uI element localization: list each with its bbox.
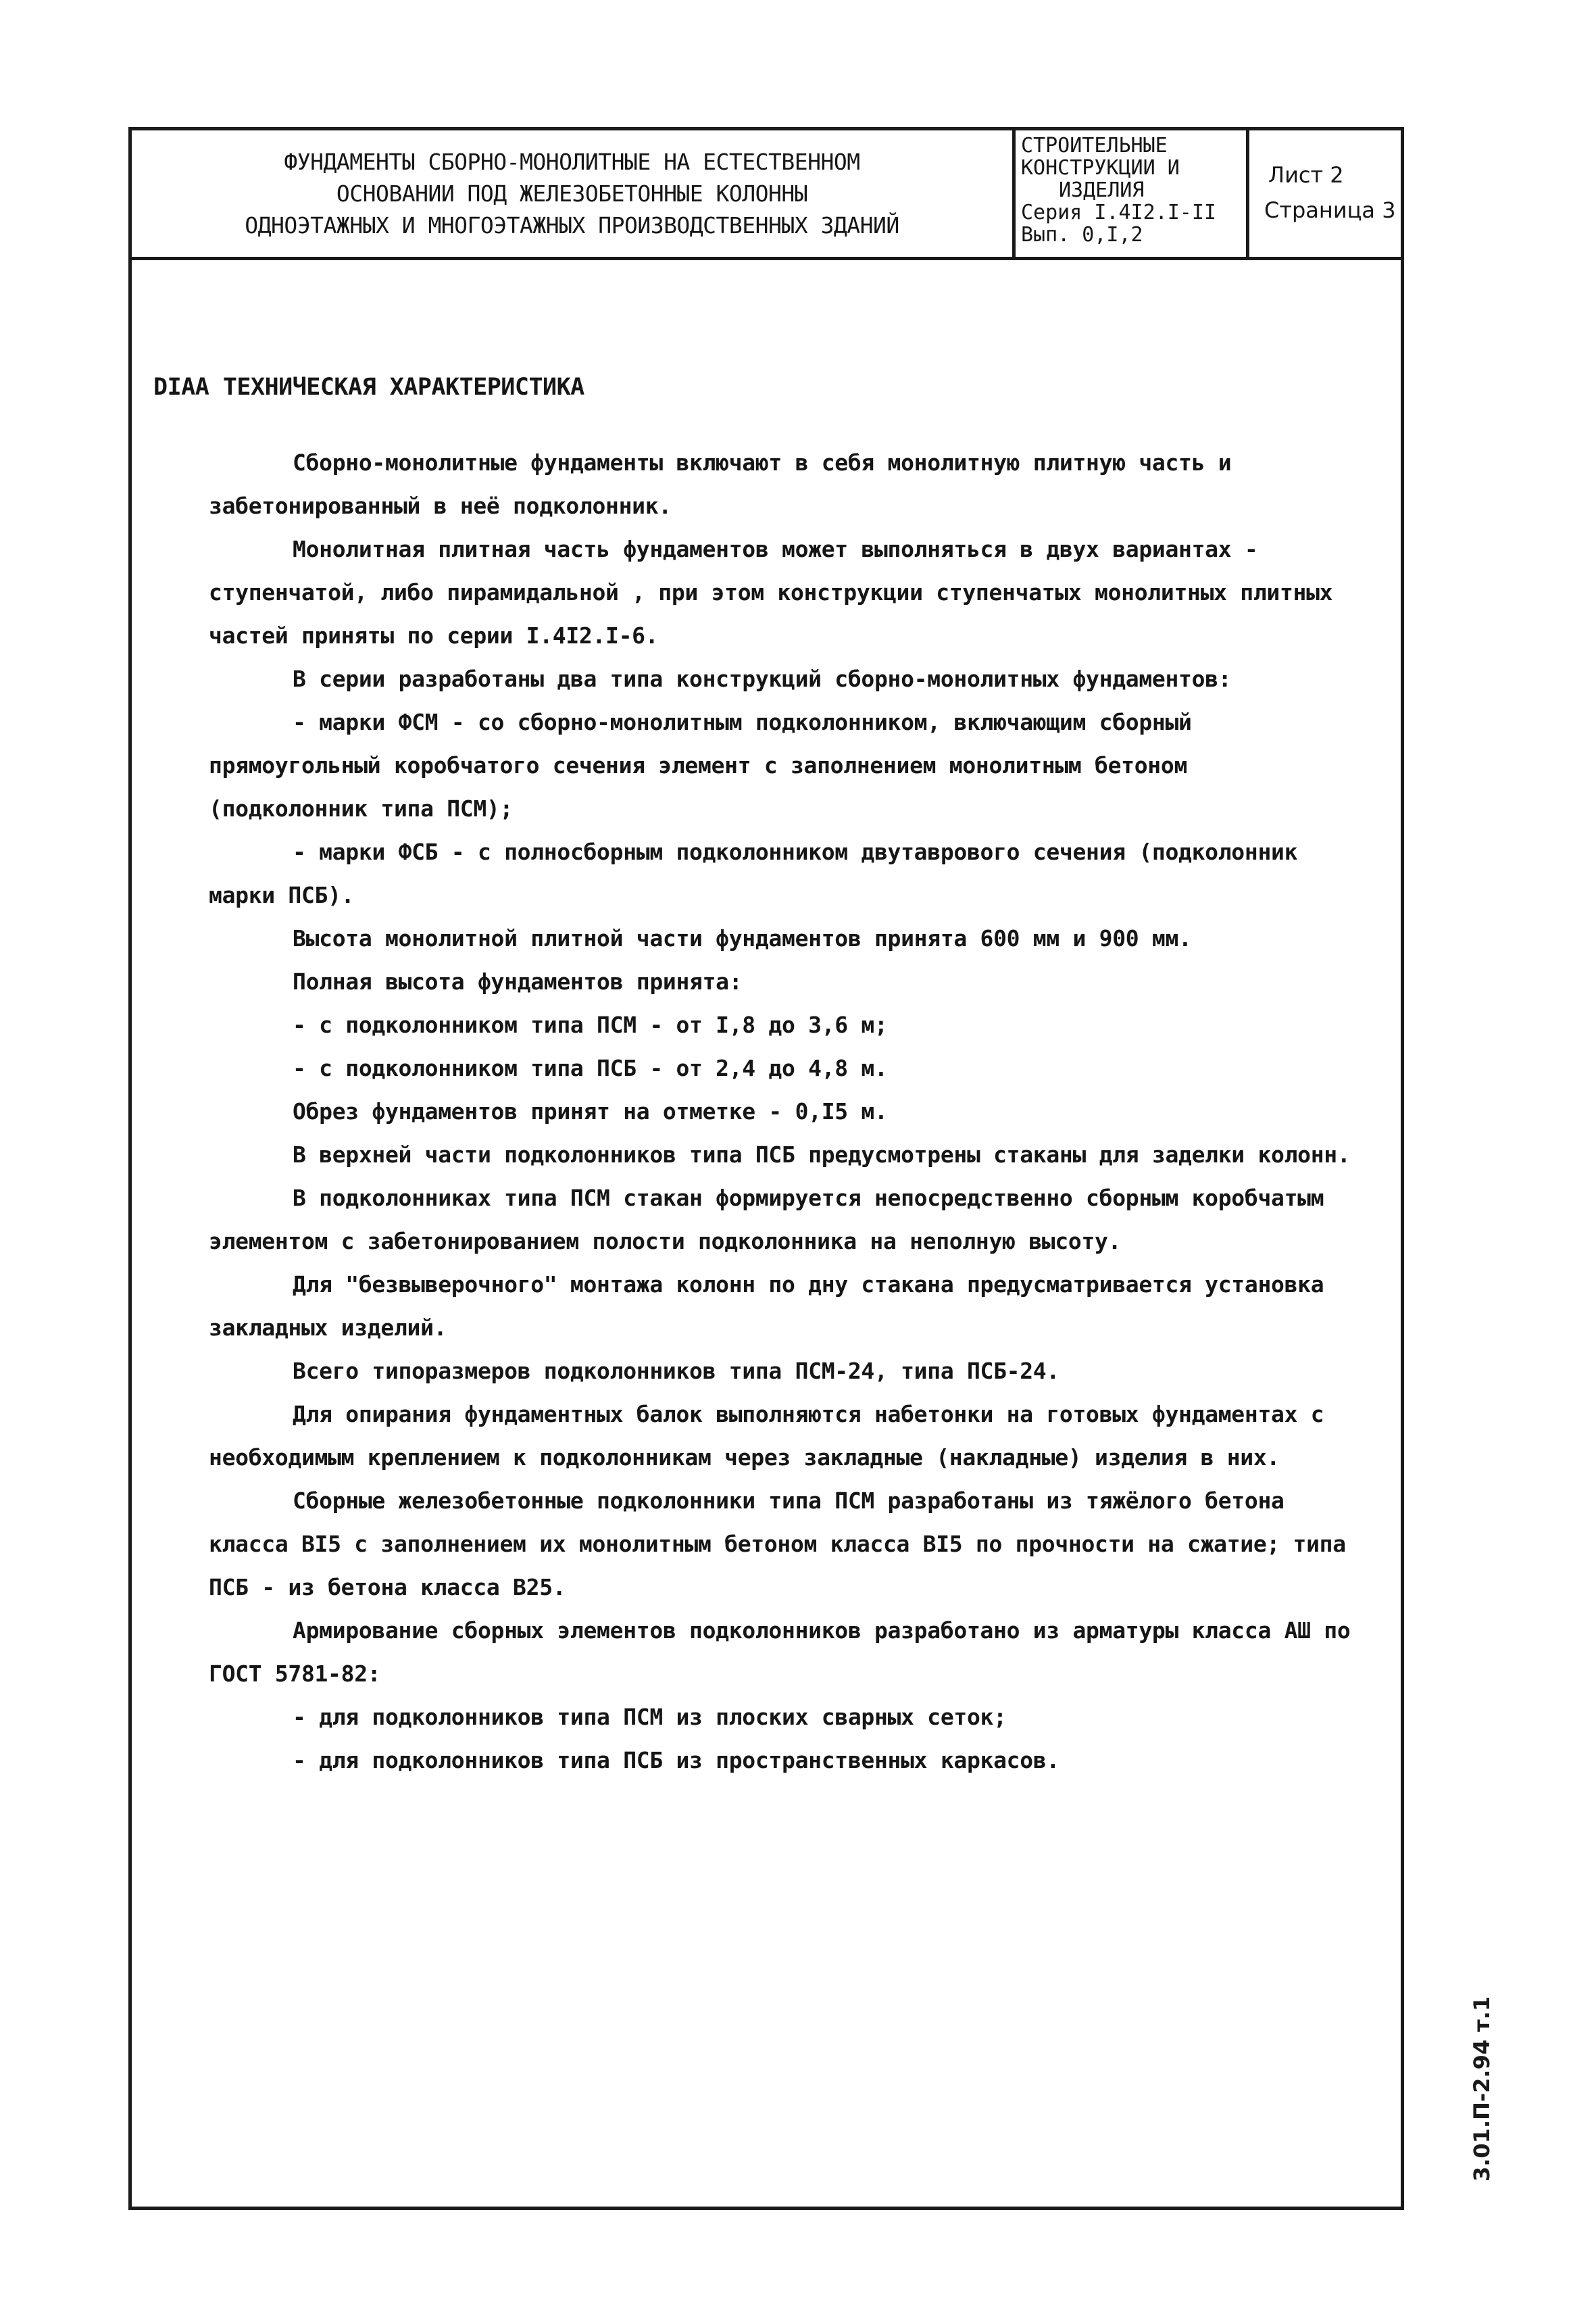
paragraph: Сборные железобетонные подколонники типа ПСМ разработаны из тяжёлого бетона класса ВI5 с заполнением их монолитным бетоном класса ВI5 по прочности на сжатие; типа ПСБ - из бетона класса В25. <box>209 1487 1346 1600</box>
title-line-3: ОДНОЭТАЖНЫХ И МНОГОЭТАЖНЫХ ПРОИЗВОДСТВЕННЫХ ЗДАНИЙ <box>245 212 899 239</box>
issue-number: Вып. 0,I,2 <box>1021 223 1143 247</box>
category-line-2: КОНСТРУКЦИИ И <box>1021 156 1180 180</box>
paragraph: - марки ФСБ - с полносборным подколонником двутаврового сечения (подколонник марки ПСБ). <box>209 839 1298 908</box>
paragraph: Полная высота фундаментов принята: <box>293 968 743 995</box>
paragraph: В верхней части подколонников типа ПСБ предусмотрены стаканы для заделки колонн. <box>293 1141 1351 1168</box>
paragraph: Всего типоразмеров подколонников типа ПСМ-24, типа ПСБ-24. <box>293 1358 1059 1384</box>
archive-stamp: 3.01.П-2.94 т.1 <box>1469 1996 1495 2182</box>
page-number: Страница 3 <box>1264 197 1396 223</box>
paragraph: Монолитная плитная часть фундаментов может выполняться в двух вариантах - ступенчатой, либо пирамидальной , при этом конструкции ступенчатых монолитных плитных частей приняты по серии I.4I2.I-6. <box>209 536 1333 649</box>
paragraph: В подколонниках типа ПСМ стакан формируется непосредственно сборным коробчатым элементом с забетонированием полости подколонника на неполную высоту. <box>209 1185 1324 1254</box>
paragraph: - с подколонником типа ПСБ - от 2,4 до 4,8 м. <box>293 1055 888 1081</box>
title-line-2: ОСНОВАНИИ ПОД ЖЕЛЕЗОБЕТОННЫЕ КОЛОННЫ <box>336 180 808 207</box>
section-heading: DIAA ТЕХНИЧЕСКАЯ ХАРАКТЕРИСТИКА <box>153 374 584 401</box>
paragraph: - марки ФСМ - со сборно-монолитным подколонником, включающим сборный прямоугольный коробчатого сечения элемент с заполнением монолитным бетоном (подколонник типа ПСМ); <box>209 709 1192 822</box>
series-number: Серия I.4I2.I-II <box>1021 201 1216 224</box>
sheet-number: Лист 2 <box>1268 162 1344 188</box>
paragraph: Обрез фундаментов принят на отметке - 0,I5 м. <box>293 1098 888 1125</box>
category-line-3: ИЗДЕЛИЯ <box>1059 178 1145 202</box>
paragraph: Армирование сборных элементов подколонников разработано из арматуры класса АШ по ГОСТ 5781-82: <box>209 1617 1351 1687</box>
drawing-frame <box>128 127 1404 2210</box>
series-info <box>1016 130 1249 257</box>
paragraph: - для подколонников типа ПСБ из пространственных каркасов. <box>293 1747 1059 1773</box>
paragraph: Сборно-монолитные фундаменты включают в себя монолитную плитную часть и забетонированный в неё подколонник. <box>209 449 1232 519</box>
paragraph: Для "безвыверочного" монтажа колонн по дну стакана предусматривается установка закладных изделий. <box>209 1271 1324 1341</box>
paragraph: Высота монолитной плитной части фундаментов принята 600 мм и 900 мм. <box>293 925 1192 952</box>
title-line-1: ФУНДАМЕНТЫ СБОРНО-МОНОЛИТНЫЕ НА ЕСТЕСТВЕННОМ <box>284 149 860 175</box>
category-line-1: СТРОИТЕЛЬНЫЕ <box>1021 134 1168 157</box>
paragraph: В серии разработаны два типа конструкций сборно-монолитных фундаментов: <box>293 666 1232 692</box>
document-title <box>132 130 1016 257</box>
paragraph: - с подколонником типа ПСМ - от I,8 до 3,6 м; <box>293 1012 888 1038</box>
sheet-info <box>1249 130 1401 257</box>
title-block <box>132 130 1401 260</box>
body-text <box>209 441 1357 1782</box>
paragraph: - для подколонников типа ПСМ из плоских сварных сеток; <box>293 1704 1007 1730</box>
paragraph: Для опирания фундаментных балок выполняются набетонки на готовых фундаментах с необходимым креплением к подколонникам через закладные (накладные) изделия в них. <box>209 1401 1324 1471</box>
